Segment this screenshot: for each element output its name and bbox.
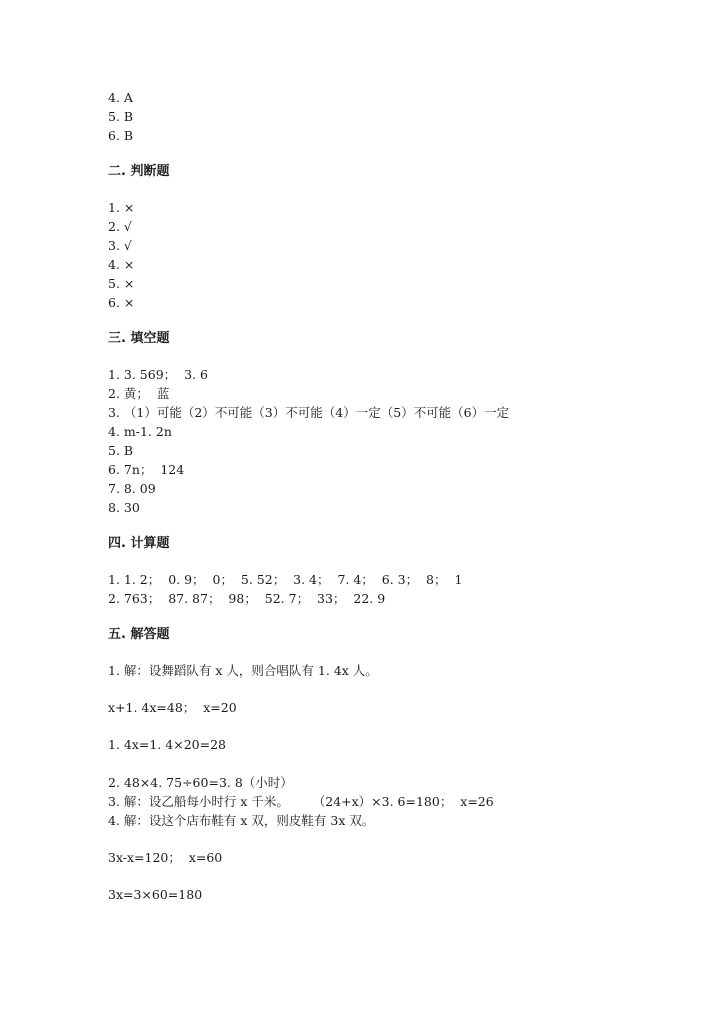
judge-answer-4: 4. ×	[108, 257, 135, 272]
judge-answer-5: 5. ×	[108, 276, 135, 291]
solve-answer-2: 2. 48×4. 75÷60=3. 8（小时）	[108, 775, 293, 790]
fill-answer-4: 4. m-1. 2n	[108, 424, 172, 439]
solve-answer-1: 1. 解：设舞蹈队有 x 人，则合唱队有 1. 4x 人。	[108, 663, 378, 678]
section-heading-judge: 二. 判断题	[108, 164, 170, 179]
calc-answer-2: 2. 763； 87. 87； 98； 52. 7； 33； 22. 9	[108, 591, 386, 606]
judge-answer-3: 3. √	[108, 238, 132, 253]
fill-answer-8: 8. 30	[108, 500, 140, 515]
solve-answer-1-equation-1: x+1. 4x=48； x=20	[108, 700, 237, 715]
fill-answer-7: 7. 8. 09	[108, 481, 156, 496]
answer-content	[108, 88, 680, 904]
choice-answer-6: 6. B	[108, 128, 134, 143]
section-heading-calc: 四. 计算题	[108, 536, 170, 551]
judge-answer-2: 2. √	[108, 219, 132, 234]
choice-answer-4: 4. A	[108, 90, 133, 105]
solve-answer-4: 4. 解：设这个店布鞋有 x 双，则皮鞋有 3x 双。	[108, 813, 375, 828]
solve-answer-1-equation-2: 1. 4x=1. 4×20=28	[108, 737, 226, 752]
fill-answer-6: 6. 7n； 124	[108, 462, 185, 477]
solve-answer-4-equation-2: 3x=3×60=180	[108, 887, 203, 902]
fill-answer-3: 3. （1）可能（2）不可能（3）不可能（4）一定（5）不可能（6）一定	[108, 405, 510, 420]
fill-answer-5: 5. B	[108, 443, 134, 458]
judge-answer-1: 1. ×	[108, 200, 135, 215]
fill-answer-1: 1. 3. 569； 3. 6	[108, 367, 208, 382]
fill-answer-2: 2. 黄； 蓝	[108, 386, 170, 401]
calc-answer-1: 1. 1. 2； 0. 9； 0； 5. 52； 3. 4； 7. 4； 6. 3； 8； 1	[108, 572, 463, 587]
section-heading-solve: 五. 解答题	[108, 627, 170, 642]
choice-answer-5: 5. B	[108, 109, 134, 124]
solve-answer-3: 3. 解：设乙船每小时行 x 千米。 （24+x）×3. 6=180； x=26	[108, 794, 494, 809]
judge-answer-6: 6. ×	[108, 295, 135, 310]
section-heading-fill: 三. 填空题	[108, 331, 170, 346]
solve-answer-4-equation-1: 3x-x=120； x=60	[108, 850, 223, 865]
